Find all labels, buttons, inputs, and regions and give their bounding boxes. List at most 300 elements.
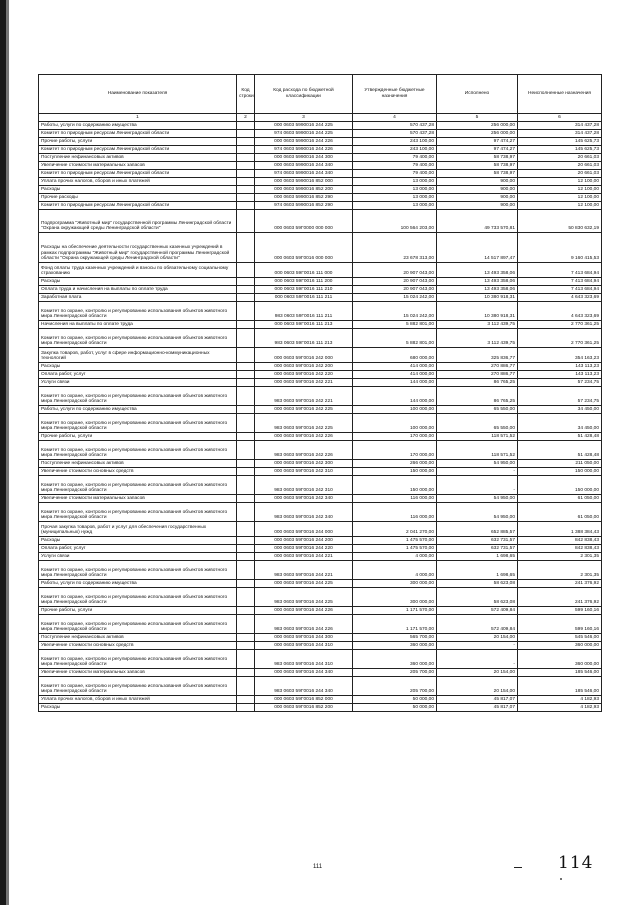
row-line-code — [237, 154, 255, 162]
row-indicator-name: Расходы — [39, 704, 237, 712]
row-budget-code: 983 0603 59Г0016 111 211 — [255, 302, 353, 321]
row-line-code — [237, 650, 255, 669]
row-approved: 20 907 043,00 — [353, 278, 437, 286]
row-indicator-name: Оплата труда и начисления на выплаты по оплате труда — [39, 286, 237, 294]
table-row — [39, 476, 602, 495]
row-approved: 150 000,00 — [353, 476, 437, 495]
row-indicator-name: Оплата работ, услуг — [39, 371, 237, 379]
row-approved: 20 907 043,00 — [353, 263, 437, 278]
row-indicator-name: Поступление нефинансовых активов — [39, 154, 237, 162]
row-budget-code: 983 0603 59Г0016 244 340 — [255, 677, 353, 696]
row-budget-code: 000 0603 5990016 852 000 — [255, 178, 353, 186]
row-line-code — [237, 294, 255, 302]
row-unexecuted: 57 234,75 — [518, 379, 602, 387]
row-budget-code: 983 0603 59Г0016 242 340 — [255, 503, 353, 522]
row-budget-code: 000 0603 59Г0016 242 200 — [255, 363, 353, 371]
row-budget-code: 000 0603 59Г0016 242 220 — [255, 371, 353, 379]
table-header-row — [39, 75, 602, 114]
row-approved: 50 000,00 — [353, 704, 437, 712]
column-index: 3 — [255, 114, 353, 122]
row-budget-code: 000 0603 59Г0016 242 340 — [255, 495, 353, 503]
row-budget-code: 000 0603 59Г0016 242 221 — [255, 379, 353, 387]
row-indicator-name: Уплата прочих налогов, сборов и иных платежей — [39, 696, 237, 704]
row-approved: 116 000,00 — [353, 503, 437, 522]
row-unexecuted: 51 428,48 — [518, 441, 602, 460]
row-unexecuted: 143 113,23 — [518, 363, 602, 371]
row-unexecuted: 61 050,00 — [518, 503, 602, 522]
row-line-code — [237, 170, 255, 178]
table-row — [39, 379, 602, 387]
row-unexecuted: 314 437,28 — [518, 122, 602, 130]
row-indicator-name: Комитет по охране, контролю и регулированию использования объектов животного мира Ленинградской области — [39, 414, 237, 433]
row-budget-code: 000 0603 5990016 852 290 — [255, 194, 353, 202]
row-approved: 4 000,00 — [353, 553, 437, 561]
row-budget-code: 000 0603 59Г0016 242 000 — [255, 348, 353, 363]
table-row — [39, 233, 602, 263]
row-line-code — [237, 433, 255, 441]
row-approved: 300 000,00 — [353, 588, 437, 607]
row-budget-code: 974 0603 5990016 244 340 — [255, 170, 353, 178]
header-approved: Утвержденные бюджетные назначения — [353, 75, 437, 114]
row-line-code — [237, 186, 255, 194]
row-approved: 144 000,00 — [353, 387, 437, 406]
table-row — [39, 154, 602, 162]
row-line-code — [237, 642, 255, 650]
row-approved: 5 882 801,00 — [353, 329, 437, 348]
row-unexecuted: 51 428,48 — [518, 433, 602, 441]
row-indicator-name: Начисления на выплаты по оплате труда — [39, 321, 237, 329]
table-row — [39, 138, 602, 146]
row-executed: 900,00 — [437, 194, 518, 202]
row-indicator-name: Комитет по охране, контролю и регулированию использования объектов животного мира Ленинградской области — [39, 302, 237, 321]
row-line-code — [237, 371, 255, 379]
row-executed: 58 738,97 — [437, 162, 518, 170]
row-line-code — [237, 178, 255, 186]
row-unexecuted: 599 160,16 — [518, 615, 602, 634]
row-approved: 205 700,00 — [353, 677, 437, 696]
row-unexecuted: 2 770 361,25 — [518, 321, 602, 329]
row-executed: 14 517 897,47 — [437, 233, 518, 263]
row-line-code — [237, 588, 255, 607]
row-line-code — [237, 138, 255, 146]
table-row — [39, 468, 602, 476]
row-budget-code: 983 0603 59Г0016 242 310 — [255, 476, 353, 495]
row-unexecuted: 57 234,75 — [518, 387, 602, 406]
row-executed: 65 550,00 — [437, 414, 518, 433]
row-indicator-name: Комитет по охране, контролю и регулированию использования объектов животного мира Ленинградской области — [39, 387, 237, 406]
table-row — [39, 414, 602, 433]
table-row — [39, 387, 602, 406]
row-executed: - — [437, 650, 518, 669]
row-line-code — [237, 634, 255, 642]
table-row — [39, 286, 602, 294]
footer-dash — [514, 867, 522, 868]
row-line-code — [237, 387, 255, 406]
row-indicator-name: Работы, услуги по содержанию имущества — [39, 122, 237, 130]
row-approved: 243 100,00 — [353, 138, 437, 146]
row-line-code — [237, 278, 255, 286]
row-executed: 20 154,00 — [437, 677, 518, 696]
row-budget-code: 000 0603 59Г0016 852 000 — [255, 696, 353, 704]
row-budget-code: 974 0603 5990016 852 290 — [255, 202, 353, 210]
row-approved: 1 171 570,00 — [353, 615, 437, 634]
row-indicator-name: Увеличение стоимости материальных запасов — [39, 495, 237, 503]
row-line-code — [237, 130, 255, 138]
table-row — [39, 696, 602, 704]
row-approved: 2 041 270,00 — [353, 522, 437, 537]
row-indicator-name: Работы, услуги по содержанию имущества — [39, 406, 237, 414]
row-budget-code: 000 0603 59Г0016 852 200 — [255, 704, 353, 712]
row-executed: 13 493 358,06 — [437, 286, 518, 294]
row-unexecuted: 61 050,00 — [518, 495, 602, 503]
row-approved: 15 024 242,00 — [353, 302, 437, 321]
table-row — [39, 588, 602, 607]
table-row — [39, 321, 602, 329]
table-row — [39, 329, 602, 348]
row-budget-code: 000 0603 59Г0016 111 213 — [255, 321, 353, 329]
row-approved: 100 000,00 — [353, 406, 437, 414]
row-unexecuted: 143 113,23 — [518, 371, 602, 379]
row-line-code — [237, 696, 255, 704]
scan-edge-shade — [6, 0, 9, 905]
row-budget-code: 000 0603 59Г0016 244 221 — [255, 553, 353, 561]
row-approved: 100 000,00 — [353, 414, 437, 433]
row-approved: 360 000,00 — [353, 642, 437, 650]
row-indicator-name: Комитет по охране, контролю и регулированию использования объектов животного мира Ленинградской области — [39, 503, 237, 522]
row-budget-code: 000 0603 59Г0000 000 000 — [255, 210, 353, 233]
table-row — [39, 553, 602, 561]
row-line-code — [237, 615, 255, 634]
column-index: 1 — [39, 114, 237, 122]
row-line-code — [237, 363, 255, 371]
row-line-code — [237, 329, 255, 348]
row-unexecuted: 185 546,00 — [518, 677, 602, 696]
row-indicator-name: Услуги связи — [39, 379, 237, 387]
row-budget-code: 983 0603 59Г0016 242 221 — [255, 387, 353, 406]
table-row — [39, 650, 602, 669]
row-unexecuted: 20 661,03 — [518, 154, 602, 162]
row-executed: 58 738,97 — [437, 154, 518, 162]
row-budget-code: 983 0603 59Г0016 244 221 — [255, 561, 353, 580]
row-unexecuted: 2 301,35 — [518, 561, 602, 580]
row-executed: 10 380 918,31 — [437, 302, 518, 321]
table-row — [39, 634, 602, 642]
row-executed: 118 571,52 — [437, 433, 518, 441]
row-line-code — [237, 263, 255, 278]
ink-dot — [560, 878, 562, 880]
row-line-code — [237, 545, 255, 553]
row-executed: 58 623,08 — [437, 580, 518, 588]
row-line-code — [237, 406, 255, 414]
row-budget-code: 000 0603 59Г0016 244 220 — [255, 545, 353, 553]
row-unexecuted: 12 100,00 — [518, 202, 602, 210]
row-unexecuted: 599 160,16 — [518, 607, 602, 615]
row-approved: 50 000,00 — [353, 696, 437, 704]
table-row — [39, 642, 602, 650]
row-unexecuted: 4 182,93 — [518, 704, 602, 712]
row-budget-code: 000 0603 59Г0016 242 226 — [255, 433, 353, 441]
column-index: 6 — [518, 114, 602, 122]
header-line-code: Код строки — [237, 75, 255, 114]
row-executed: 900,00 — [437, 178, 518, 186]
row-unexecuted: 20 661,03 — [518, 162, 602, 170]
row-line-code — [237, 414, 255, 433]
row-executed: 86 765,25 — [437, 379, 518, 387]
row-approved: 79 400,00 — [353, 170, 437, 178]
page-number: 111 — [313, 864, 323, 870]
row-executed: 49 733 570,81 — [437, 210, 518, 233]
table-row — [39, 406, 602, 414]
row-indicator-name: Комитет по природным ресурсам Ленинградской области — [39, 146, 237, 154]
row-unexecuted: 4 643 323,69 — [518, 302, 602, 321]
row-unexecuted: 354 163,23 — [518, 348, 602, 363]
row-unexecuted: 360 000,00 — [518, 642, 602, 650]
row-executed: 1 698,65 — [437, 561, 518, 580]
row-executed: 58 738,97 — [437, 170, 518, 178]
row-budget-code: 000 0603 59Г0016 242 225 — [255, 406, 353, 414]
row-indicator-name: Уплата прочих налогов, сборов и иных платежей — [39, 178, 237, 186]
table-row — [39, 348, 602, 363]
row-approved: 150 000,00 — [353, 468, 437, 476]
row-indicator-name: Увеличение стоимости основных средств — [39, 468, 237, 476]
row-indicator-name: Фонд оплаты труда казенных учреждений и взносы по обязательному социальному страхованию — [39, 263, 237, 278]
row-line-code — [237, 348, 255, 363]
row-executed: 13 493 358,06 — [437, 263, 518, 278]
row-line-code — [237, 441, 255, 460]
row-unexecuted: 185 546,00 — [518, 669, 602, 677]
row-unexecuted: 150 000,00 — [518, 468, 602, 476]
row-approved: 79 400,00 — [353, 162, 437, 170]
table-row — [39, 170, 602, 178]
row-approved: 570 437,28 — [353, 122, 437, 130]
row-indicator-name: Расходы — [39, 537, 237, 545]
row-approved: 13 000,00 — [353, 202, 437, 210]
table-row — [39, 146, 602, 154]
row-line-code — [237, 704, 255, 712]
row-unexecuted: 241 376,92 — [518, 580, 602, 588]
row-approved: 170 000,00 — [353, 433, 437, 441]
row-approved: 170 000,00 — [353, 441, 437, 460]
table-row — [39, 537, 602, 545]
row-approved: 414 000,00 — [353, 371, 437, 379]
row-executed: 54 950,00 — [437, 495, 518, 503]
row-unexecuted: 4 182,93 — [518, 696, 602, 704]
table-row — [39, 162, 602, 170]
row-executed: 652 885,57 — [437, 522, 518, 537]
row-approved: 414 000,00 — [353, 363, 437, 371]
table-row — [39, 495, 602, 503]
row-unexecuted: 34 450,00 — [518, 414, 602, 433]
row-budget-code: 983 0603 59Г0016 244 225 — [255, 588, 353, 607]
row-budget-code: 000 0603 5990016 244 340 — [255, 162, 353, 170]
row-indicator-name: Прочая закупка товаров, работ и услуг для обеспечения государственных (муниципальных) нужд — [39, 522, 237, 537]
row-indicator-name: Комитет по охране, контролю и регулированию использования объектов животного мира Ленинградской области — [39, 677, 237, 696]
row-indicator-name: Комитет по охране, контролю и регулированию использования объектов животного мира Ленинградской области — [39, 561, 237, 580]
row-line-code — [237, 522, 255, 537]
row-indicator-name: Расходы — [39, 363, 237, 371]
row-line-code — [237, 286, 255, 294]
row-line-code — [237, 561, 255, 580]
row-budget-code: 974 0603 5990016 244 226 — [255, 146, 353, 154]
row-unexecuted: 7 413 684,94 — [518, 278, 602, 286]
row-approved: 13 000,00 — [353, 178, 437, 186]
table-row — [39, 607, 602, 615]
row-approved: 570 437,28 — [353, 130, 437, 138]
row-executed: 632 731,57 — [437, 537, 518, 545]
table-row — [39, 186, 602, 194]
row-executed: 3 112 439,75 — [437, 321, 518, 329]
row-unexecuted: 314 437,28 — [518, 130, 602, 138]
row-indicator-name: Прочие расходы — [39, 194, 237, 202]
row-budget-code: 974 0603 5990016 244 225 — [255, 130, 353, 138]
table-row — [39, 503, 602, 522]
row-indicator-name: Комитет по природным ресурсам Ленинградской области — [39, 130, 237, 138]
column-index: 4 — [353, 114, 437, 122]
row-approved: 23 678 313,00 — [353, 233, 437, 263]
row-executed: 97 474,27 — [437, 146, 518, 154]
row-executed: 13 493 358,06 — [437, 278, 518, 286]
row-unexecuted: 241 376,92 — [518, 588, 602, 607]
handwritten-page-stamp: 114 — [558, 853, 594, 873]
row-executed: - — [437, 476, 518, 495]
column-index: 5 — [437, 114, 518, 122]
table-row — [39, 522, 602, 537]
row-budget-code: 000 0603 59Г0016 244 225 — [255, 580, 353, 588]
header-budget-code: Код расхода по бюджетной классификации — [255, 75, 353, 114]
row-line-code — [237, 468, 255, 476]
row-line-code — [237, 194, 255, 202]
table-row — [39, 294, 602, 302]
row-indicator-name: Прочие работы, услуги — [39, 138, 237, 146]
table-row — [39, 704, 602, 712]
row-budget-code: 000 0603 59Г0016 111 211 — [255, 294, 353, 302]
row-line-code — [237, 302, 255, 321]
row-budget-code: 983 0603 59Г0016 244 310 — [255, 650, 353, 669]
row-approved: 1 475 570,00 — [353, 545, 437, 553]
row-executed: 270 886,77 — [437, 363, 518, 371]
row-executed: 270 886,77 — [437, 371, 518, 379]
row-unexecuted: 545 546,00 — [518, 634, 602, 642]
row-budget-code: 000 0603 59Г0016 244 200 — [255, 537, 353, 545]
row-unexecuted: 145 625,73 — [518, 146, 602, 154]
table-row — [39, 130, 602, 138]
table-row — [39, 363, 602, 371]
row-budget-code: 000 0603 59Г0016 242 310 — [255, 468, 353, 476]
table-row — [39, 371, 602, 379]
row-budget-code: 983 0603 59Г0016 242 225 — [255, 414, 353, 433]
row-line-code — [237, 122, 255, 130]
row-indicator-name: Комитет по природным ресурсам Ленинградской области — [39, 170, 237, 178]
row-approved: 13 000,00 — [353, 194, 437, 202]
column-index-row — [39, 114, 602, 122]
row-budget-code: 000 0603 59Г0016 000 000 — [255, 233, 353, 263]
row-approved: 680 000,00 — [353, 348, 437, 363]
row-unexecuted: 50 830 632,19 — [518, 210, 602, 233]
row-indicator-name: Комитет по природным ресурсам Ленинградской области — [39, 202, 237, 210]
row-budget-code: 000 0603 59Г0016 111 000 — [255, 263, 353, 278]
row-executed: 65 550,00 — [437, 406, 518, 414]
table-row — [39, 194, 602, 202]
row-line-code — [237, 580, 255, 588]
row-budget-code: 983 0603 59Г0016 242 226 — [255, 441, 353, 460]
row-indicator-name: Расходы — [39, 278, 237, 286]
row-indicator-name: Расходы на обеспечение деятельности государственных казенных учреждений в рамках подпрограммы "Животный мир" государственной программы Ленинградской области "Охрана окружающей среды Ленинградской области" — [39, 233, 237, 263]
row-line-code — [237, 321, 255, 329]
table-row — [39, 561, 602, 580]
table-row — [39, 302, 602, 321]
row-executed: 118 571,52 — [437, 441, 518, 460]
row-indicator-name: Комитет по охране, контролю и регулированию использования объектов животного мира Ленинградской области — [39, 441, 237, 460]
row-indicator-name: Поступление нефинансовых активов — [39, 634, 237, 642]
row-line-code — [237, 677, 255, 696]
row-unexecuted: 12 100,00 — [518, 186, 602, 194]
row-executed: - — [437, 468, 518, 476]
row-unexecuted: 34 450,00 — [518, 406, 602, 414]
row-indicator-name: Подпрограмма "Животный мир" государственной программы Ленинградской области "Охрана окружающей среды Ленинградской области" — [39, 210, 237, 233]
table-row — [39, 441, 602, 460]
row-approved: 266 000,00 — [353, 460, 437, 468]
row-budget-code: 983 0603 59Г0016 111 213 — [255, 329, 353, 348]
row-indicator-name: Увеличение стоимости основных средств — [39, 642, 237, 650]
row-unexecuted: 4 643 323,69 — [518, 294, 602, 302]
row-line-code — [237, 210, 255, 233]
row-approved: 205 700,00 — [353, 669, 437, 677]
row-line-code — [237, 476, 255, 495]
row-line-code — [237, 495, 255, 503]
row-unexecuted: 12 100,00 — [518, 178, 602, 186]
row-unexecuted: 9 160 415,53 — [518, 233, 602, 263]
row-approved: 5 882 801,00 — [353, 321, 437, 329]
row-approved: 243 100,00 — [353, 146, 437, 154]
row-indicator-name: Комитет по охране, контролю и регулированию использования объектов животного мира Ленинградской области — [39, 650, 237, 669]
row-line-code — [237, 162, 255, 170]
row-indicator-name: Заработная плата — [39, 294, 237, 302]
row-line-code — [237, 233, 255, 263]
row-budget-code: 000 0603 59Г0016 111 210 — [255, 286, 353, 294]
row-executed: 54 950,00 — [437, 460, 518, 468]
row-executed: 97 474,27 — [437, 138, 518, 146]
row-line-code — [237, 553, 255, 561]
row-approved: 13 000,00 — [353, 186, 437, 194]
row-line-code — [237, 669, 255, 677]
row-unexecuted: 12 100,00 — [518, 194, 602, 202]
row-line-code — [237, 379, 255, 387]
row-indicator-name: Услуги связи — [39, 553, 237, 561]
header-unexecuted: Неисполненные назначения — [518, 75, 602, 114]
table-row — [39, 202, 602, 210]
row-executed: 572 409,84 — [437, 607, 518, 615]
row-approved: 79 400,00 — [353, 154, 437, 162]
row-unexecuted: 2 770 361,25 — [518, 329, 602, 348]
row-indicator-name: Комитет по охране, контролю и регулированию использования объектов животного мира Ленинградской области — [39, 476, 237, 495]
row-executed: 325 836,77 — [437, 348, 518, 363]
row-unexecuted: 2 301,35 — [518, 553, 602, 561]
row-indicator-name: Расходы — [39, 186, 237, 194]
row-executed: 256 000,00 — [437, 130, 518, 138]
row-unexecuted: 20 661,03 — [518, 170, 602, 178]
row-line-code — [237, 503, 255, 522]
row-executed: 10 380 918,31 — [437, 294, 518, 302]
row-indicator-name: Увеличение стоимости материальных запасов — [39, 162, 237, 170]
row-indicator-name: Комитет по охране, контролю и регулированию использования объектов животного мира Ленинградской области — [39, 615, 237, 634]
row-executed: - — [437, 642, 518, 650]
row-line-code — [237, 607, 255, 615]
row-indicator-name: Прочие работы, услуги — [39, 607, 237, 615]
row-budget-code: 000 0603 59Г0016 244 300 — [255, 634, 353, 642]
table-row — [39, 545, 602, 553]
row-approved: 4 000,00 — [353, 561, 437, 580]
table-row — [39, 460, 602, 468]
